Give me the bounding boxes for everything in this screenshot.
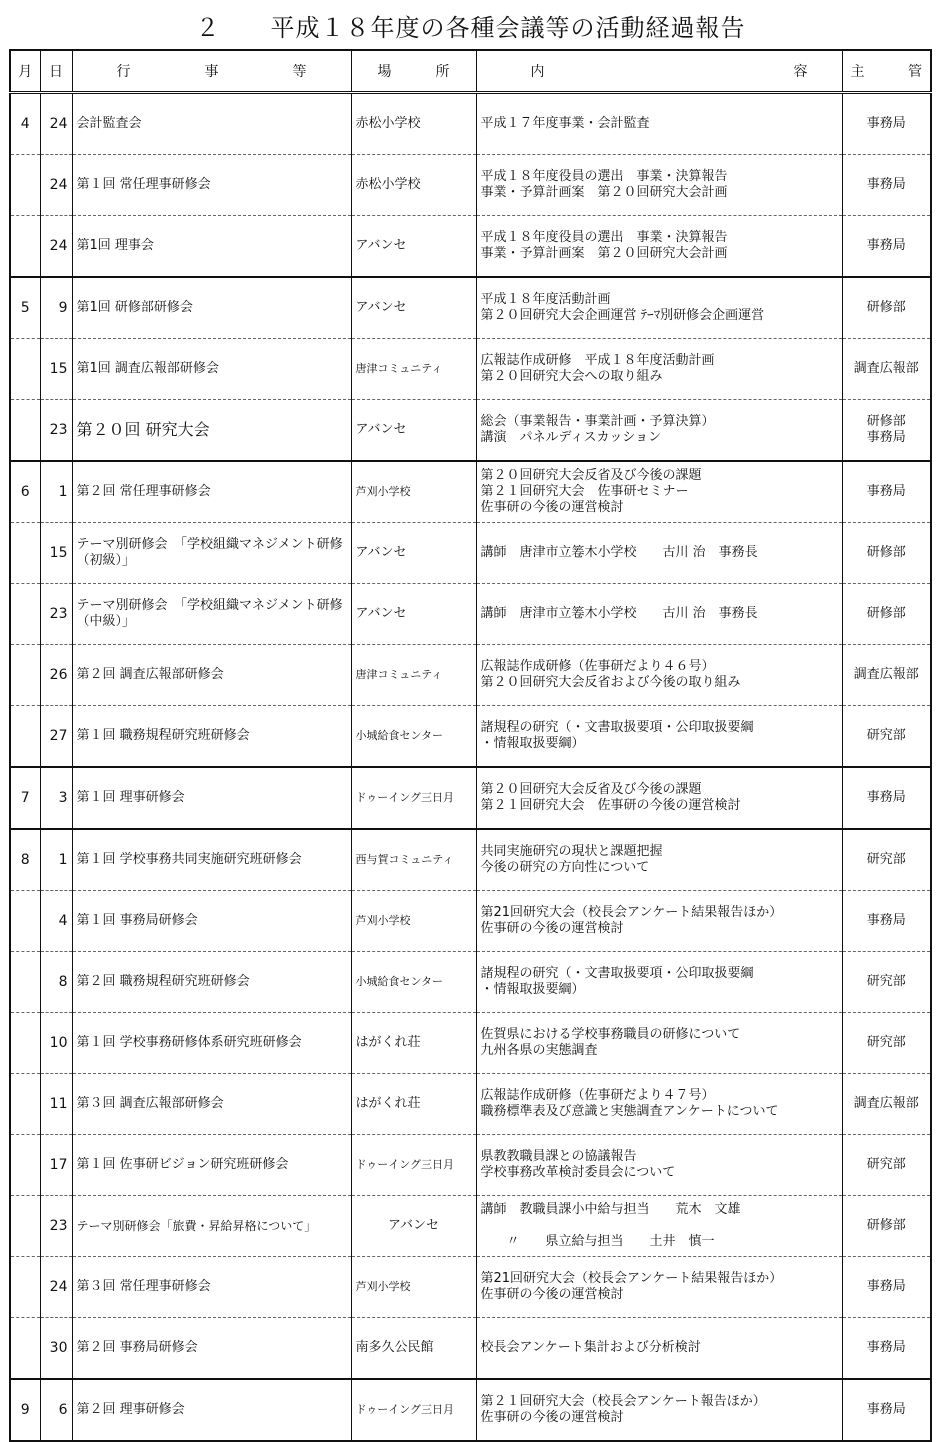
content-line: 広報誌作成研修（佐事研だより４７号） xyxy=(480,1088,715,1103)
day-cell: 24 xyxy=(40,155,72,216)
owner-cell xyxy=(842,461,931,523)
event-cell: 会計監査会 xyxy=(72,93,351,155)
content-line: 諸規程の研究（・文書取扱要項・公印取扱要綱 xyxy=(480,720,754,735)
owner-cell xyxy=(842,829,931,891)
content-line: 諸規程の研究（・文書取扱要項・公印取扱要綱 xyxy=(480,966,754,981)
day-cell: 27 xyxy=(40,706,72,768)
place-cell: はがくれ荘 xyxy=(351,1074,476,1135)
page-title: ２ 平成１８年度の各種会議等の活動経過報告 xyxy=(195,14,746,42)
owner-cell xyxy=(842,1379,931,1441)
event-cell: 第１回 学校事務研修体系研究班研修会 xyxy=(72,1013,351,1074)
owner-text: 研究部 xyxy=(866,852,906,867)
header-day: 日 xyxy=(40,50,72,93)
owner-text: 事務局 xyxy=(866,913,906,928)
content-line: 第２０回研究大会反省及び今後の課題 xyxy=(480,468,702,483)
table-row xyxy=(10,891,931,952)
header-event-char-1: 行 xyxy=(116,64,131,80)
header-content-char-1: 内 xyxy=(530,64,545,80)
content-line: 総会（事業報告・事業計画・予算決算） xyxy=(480,414,715,429)
table-row xyxy=(10,706,931,768)
header-event-char-3: 等 xyxy=(292,64,307,80)
content-line: 佐事研の今後の運営検討 xyxy=(480,1410,624,1425)
month-cell xyxy=(10,216,40,278)
header-place-char-1: 場 xyxy=(377,64,392,80)
event-cell: 第1回 調査広報部研修会 xyxy=(72,339,351,400)
table-row xyxy=(10,1135,931,1196)
table-row xyxy=(10,1013,931,1074)
content-cell xyxy=(476,767,842,829)
content-line: 講師 教職員課小中給与担当 荒木 文雄 xyxy=(480,1202,741,1217)
table-row xyxy=(10,1318,931,1380)
content-line: 第21回研究大会（校長会アンケート結果報告ほか） xyxy=(480,1271,783,1286)
content-line: 平成１７年度事業・会計監査 xyxy=(480,116,650,131)
content-cell xyxy=(476,706,842,768)
place-cell: 芦刈小学校 xyxy=(351,461,476,523)
month-cell xyxy=(10,339,40,400)
owner-text: 研究部 xyxy=(866,1035,906,1050)
event-cell: 第２回 事務局研修会 xyxy=(72,1318,351,1380)
place-cell: アバンセ xyxy=(351,400,476,462)
owner-cell xyxy=(842,767,931,829)
content-line: 第21回研究大会（校長会アンケート結果報告ほか） xyxy=(480,905,783,920)
owner-text: 研修部 xyxy=(866,545,906,560)
content-line: 講師 唐津市立箞木小学校 古川 治 事務長 xyxy=(480,606,758,621)
month-cell: 9 xyxy=(10,1379,40,1441)
table-row xyxy=(10,93,931,155)
owner-text: 研修部 xyxy=(866,414,906,429)
month-cell xyxy=(10,1257,40,1318)
event-cell: 第１回 学校事務共同実施研究班研修会 xyxy=(72,829,351,891)
owner-cell xyxy=(842,339,931,400)
content-cell xyxy=(476,1257,842,1318)
event-cell: 第１回 事務局研修会 xyxy=(72,891,351,952)
content-line: 県教教職員課との協議報告 xyxy=(480,1149,637,1164)
month-cell xyxy=(10,155,40,216)
month-cell xyxy=(10,1318,40,1380)
place-cell: アバンセ xyxy=(351,584,476,645)
event-cell: 第３回 調査広報部研修会 xyxy=(72,1074,351,1135)
table-row xyxy=(10,645,931,706)
day-cell: 24 xyxy=(40,216,72,278)
day-cell: 6 xyxy=(40,1379,72,1441)
day-cell: 24 xyxy=(40,93,72,155)
day-cell: 9 xyxy=(40,277,72,339)
content-cell xyxy=(476,93,842,155)
event-cell: 第１回 佐事研ビジョン研究班研修会 xyxy=(72,1135,351,1196)
content-line: ・情報取扱要綱） xyxy=(480,982,585,997)
place-cell: 唐津コミュニティ xyxy=(351,339,476,400)
month-cell xyxy=(10,584,40,645)
month-cell: 4 xyxy=(10,93,40,155)
content-line: 第２０回研究大会企画運営 ﾃｰﾏ別研修会企画運営 xyxy=(480,308,765,323)
day-cell: 30 xyxy=(40,1318,72,1380)
month-cell xyxy=(10,891,40,952)
owner-cell xyxy=(842,1318,931,1380)
owner-cell xyxy=(842,216,931,278)
table-row xyxy=(10,400,931,462)
content-cell xyxy=(476,461,842,523)
table-row xyxy=(10,584,931,645)
content-cell xyxy=(476,891,842,952)
event-cell: テーマ別研修会 「学校組織マネジメント研修（初級）」 xyxy=(72,523,351,584)
place-cell: はがくれ荘 xyxy=(351,1013,476,1074)
month-cell xyxy=(10,645,40,706)
event-cell: テーマ別研修会 「学校組織マネジメント研修（中級）」 xyxy=(72,584,351,645)
owner-text: 研究部 xyxy=(866,728,906,743)
content-line: 九州各県の実態調査 xyxy=(480,1043,598,1058)
day-cell: 11 xyxy=(40,1074,72,1135)
content-cell xyxy=(476,1318,842,1380)
table-row xyxy=(10,461,931,523)
event-cell: 第２回 職務規程研究班研修会 xyxy=(72,952,351,1013)
owner-text: 事務局 xyxy=(866,238,906,253)
header-event-char-2: 事 xyxy=(204,64,219,80)
day-cell: 17 xyxy=(40,1135,72,1196)
owner-text: 研修部 xyxy=(866,1218,906,1233)
owner-cell xyxy=(842,155,931,216)
place-cell: アバンセ xyxy=(351,1196,476,1257)
month-cell xyxy=(10,1074,40,1135)
content-line: 講師 唐津市立箞木小学校 古川 治 事務長 xyxy=(480,545,758,560)
table-row xyxy=(10,829,931,891)
owner-cell xyxy=(842,952,931,1013)
content-cell xyxy=(476,645,842,706)
content-line: 平成１８年度活動計画 xyxy=(480,292,611,307)
content-cell xyxy=(476,829,842,891)
content-cell xyxy=(476,1379,842,1441)
owner-cell xyxy=(842,1135,931,1196)
event-cell: 第1回 理事会 xyxy=(72,216,351,278)
table-row xyxy=(10,216,931,278)
header-event xyxy=(72,50,351,93)
header-content-char-2: 容 xyxy=(793,64,808,80)
day-cell: 23 xyxy=(40,400,72,462)
day-cell: 26 xyxy=(40,645,72,706)
month-cell: 7 xyxy=(10,767,40,829)
content-cell xyxy=(476,1196,842,1257)
activity-report-table xyxy=(9,49,932,1442)
content-cell xyxy=(476,523,842,584)
place-cell: アバンセ xyxy=(351,216,476,278)
content-line: 職務標準表及び意識と実態調査アンケートについて xyxy=(480,1104,779,1119)
owner-text: 事務局 xyxy=(866,484,906,499)
month-cell xyxy=(10,706,40,768)
content-line: 佐賀県における学校事務職員の研修について xyxy=(480,1027,741,1042)
place-cell: アバンセ xyxy=(351,277,476,339)
content-line: 第２１回研究大会 佐事研セミナー xyxy=(480,484,689,499)
table-row xyxy=(10,767,931,829)
owner-text: 事務局 xyxy=(866,1402,906,1417)
event-cell: 第1回 研修部研修会 xyxy=(72,277,351,339)
place-cell: 小城給食センター xyxy=(351,952,476,1013)
table-row xyxy=(10,1074,931,1135)
content-line: 第２１回研究大会（校長会アンケート報告ほか） xyxy=(480,1394,766,1409)
owner-text: 事務局 xyxy=(866,430,906,445)
content-line: 事業・予算計画案 第２０回研究大会計画 xyxy=(480,246,728,261)
table-header xyxy=(10,50,931,93)
event-cell: 第２回 調査広報部研修会 xyxy=(72,645,351,706)
event-cell: テーマ別研修会「旅費・昇給昇格について」 xyxy=(72,1196,351,1257)
header-content xyxy=(476,50,842,93)
header-owner-char-1: 主 xyxy=(850,64,865,80)
place-cell: 西与賀コミュニティ xyxy=(351,829,476,891)
content-cell xyxy=(476,952,842,1013)
owner-cell xyxy=(842,1074,931,1135)
day-cell: 15 xyxy=(40,523,72,584)
day-cell: 1 xyxy=(40,461,72,523)
owner-cell xyxy=(842,706,931,768)
owner-text: 調査広報部 xyxy=(853,1096,919,1111)
owner-cell xyxy=(842,645,931,706)
owner-text: 調査広報部 xyxy=(853,361,919,376)
month-cell xyxy=(10,1135,40,1196)
place-cell: 南多久公民館 xyxy=(351,1318,476,1380)
owner-cell xyxy=(842,400,931,462)
content-line: 平成１８年度役員の選出 事業・決算報告 xyxy=(480,230,728,245)
place-cell: 赤松小学校 xyxy=(351,93,476,155)
header-month: 月 xyxy=(10,50,40,93)
owner-text: 事務局 xyxy=(866,116,906,131)
content-line: 事業・予算計画案 第２０回研究大会計画 xyxy=(480,185,728,200)
owner-text: 研修部 xyxy=(866,300,906,315)
table-row xyxy=(10,952,931,1013)
place-cell: 小城給食センター xyxy=(351,706,476,768)
content-line: 平成１８年度役員の選出 事業・決算報告 xyxy=(480,169,728,184)
place-cell: 唐津コミュニティ xyxy=(351,645,476,706)
place-cell: 芦刈小学校 xyxy=(351,891,476,952)
content-cell xyxy=(476,1135,842,1196)
header-place-char-2: 所 xyxy=(435,64,450,80)
owner-cell xyxy=(842,584,931,645)
header-owner xyxy=(842,50,931,93)
event-cell: 第１回 職務規程研究班研修会 xyxy=(72,706,351,768)
content-cell xyxy=(476,216,842,278)
month-cell xyxy=(10,1196,40,1257)
month-cell xyxy=(10,400,40,462)
table-row xyxy=(10,523,931,584)
owner-text: 事務局 xyxy=(866,790,906,805)
content-cell xyxy=(476,1074,842,1135)
owner-text: 研究部 xyxy=(866,974,906,989)
day-cell: 4 xyxy=(40,891,72,952)
header-place xyxy=(351,50,476,93)
table-row xyxy=(10,155,931,216)
content-line: 第２１回研究大会 佐事研の今後の運営検討 xyxy=(480,798,741,813)
table-body xyxy=(10,93,931,1442)
owner-cell xyxy=(842,1196,931,1257)
event-cell: 第２回 常任理事研修会 xyxy=(72,461,351,523)
event-cell: 第２回 理事研修会 xyxy=(72,1379,351,1441)
owner-cell xyxy=(842,523,931,584)
owner-cell xyxy=(842,93,931,155)
content-cell xyxy=(476,400,842,462)
owner-cell xyxy=(842,1257,931,1318)
table-row xyxy=(10,277,931,339)
day-cell: 23 xyxy=(40,584,72,645)
owner-cell xyxy=(842,891,931,952)
day-cell: 8 xyxy=(40,952,72,1013)
owner-text: 調査広報部 xyxy=(853,667,919,682)
month-cell: 5 xyxy=(10,277,40,339)
content-line: 第２０回研究大会反省及び今後の課題 xyxy=(480,782,702,797)
table-row xyxy=(10,1196,931,1257)
content-line: 佐事研の今後の運営検討 xyxy=(480,921,624,936)
content-cell xyxy=(476,155,842,216)
owner-text: 研究部 xyxy=(866,1157,906,1172)
month-cell xyxy=(10,952,40,1013)
content-line xyxy=(481,1218,838,1234)
place-cell: ドゥーイング三日月 xyxy=(351,1379,476,1441)
owner-text: 事務局 xyxy=(866,1340,906,1355)
month-cell: 8 xyxy=(10,829,40,891)
event-cell: 第３回 常任理事研修会 xyxy=(72,1257,351,1318)
event-cell: 第１回 理事研修会 xyxy=(72,767,351,829)
table-row xyxy=(10,339,931,400)
content-line: 〃 県立給与担当 土井 慎一 xyxy=(480,1234,715,1249)
owner-text: 研修部 xyxy=(866,606,906,621)
content-cell xyxy=(476,277,842,339)
day-cell: 1 xyxy=(40,829,72,891)
place-cell: 芦刈小学校 xyxy=(351,1257,476,1318)
content-line: 佐事研の今後の運営検討 xyxy=(480,1287,624,1302)
month-cell: 6 xyxy=(10,461,40,523)
content-line: 広報誌作成研修 平成１８年度活動計画 xyxy=(480,353,715,368)
content-line: 学校事務改革検討委員会について xyxy=(480,1165,676,1180)
place-cell: ドゥーイング三日月 xyxy=(351,767,476,829)
content-line: 佐事研の今後の運営検討 xyxy=(480,500,624,515)
place-cell: 赤松小学校 xyxy=(351,155,476,216)
content-line: 共同実施研究の現状と課題把握 xyxy=(480,844,663,859)
month-cell xyxy=(10,523,40,584)
content-cell xyxy=(476,1013,842,1074)
table-row xyxy=(10,1379,931,1441)
content-line: 校長会アンケート集計および分析検討 xyxy=(480,1340,701,1355)
content-line: 第２０回研究大会反省および今後の取り組み xyxy=(480,675,741,690)
day-cell: 23 xyxy=(40,1196,72,1257)
content-line: 講演 パネルディスカッション xyxy=(480,430,662,445)
content-line: 今後の研究の方向性について xyxy=(480,860,650,875)
place-cell: アバンセ xyxy=(351,523,476,584)
event-cell: 第１回 常任理事研修会 xyxy=(72,155,351,216)
owner-text: 事務局 xyxy=(866,1279,906,1294)
owner-cell xyxy=(842,277,931,339)
content-cell xyxy=(476,339,842,400)
day-cell: 15 xyxy=(40,339,72,400)
event-cell: 第２０回 研究大会 xyxy=(72,400,351,462)
content-line: 第２０回研究大会への取り組み xyxy=(480,369,663,384)
day-cell: 3 xyxy=(40,767,72,829)
content-cell xyxy=(476,584,842,645)
day-cell: 10 xyxy=(40,1013,72,1074)
owner-text: 事務局 xyxy=(866,177,906,192)
table-row xyxy=(10,1257,931,1318)
month-cell xyxy=(10,1013,40,1074)
place-cell: ドゥーイング三日月 xyxy=(351,1135,476,1196)
content-line: ・情報取扱要綱） xyxy=(480,736,585,751)
owner-cell xyxy=(842,1013,931,1074)
content-line: 広報誌作成研修（佐事研だより４６号） xyxy=(480,659,715,674)
day-cell: 24 xyxy=(40,1257,72,1318)
header-owner-char-2: 管 xyxy=(908,64,922,80)
